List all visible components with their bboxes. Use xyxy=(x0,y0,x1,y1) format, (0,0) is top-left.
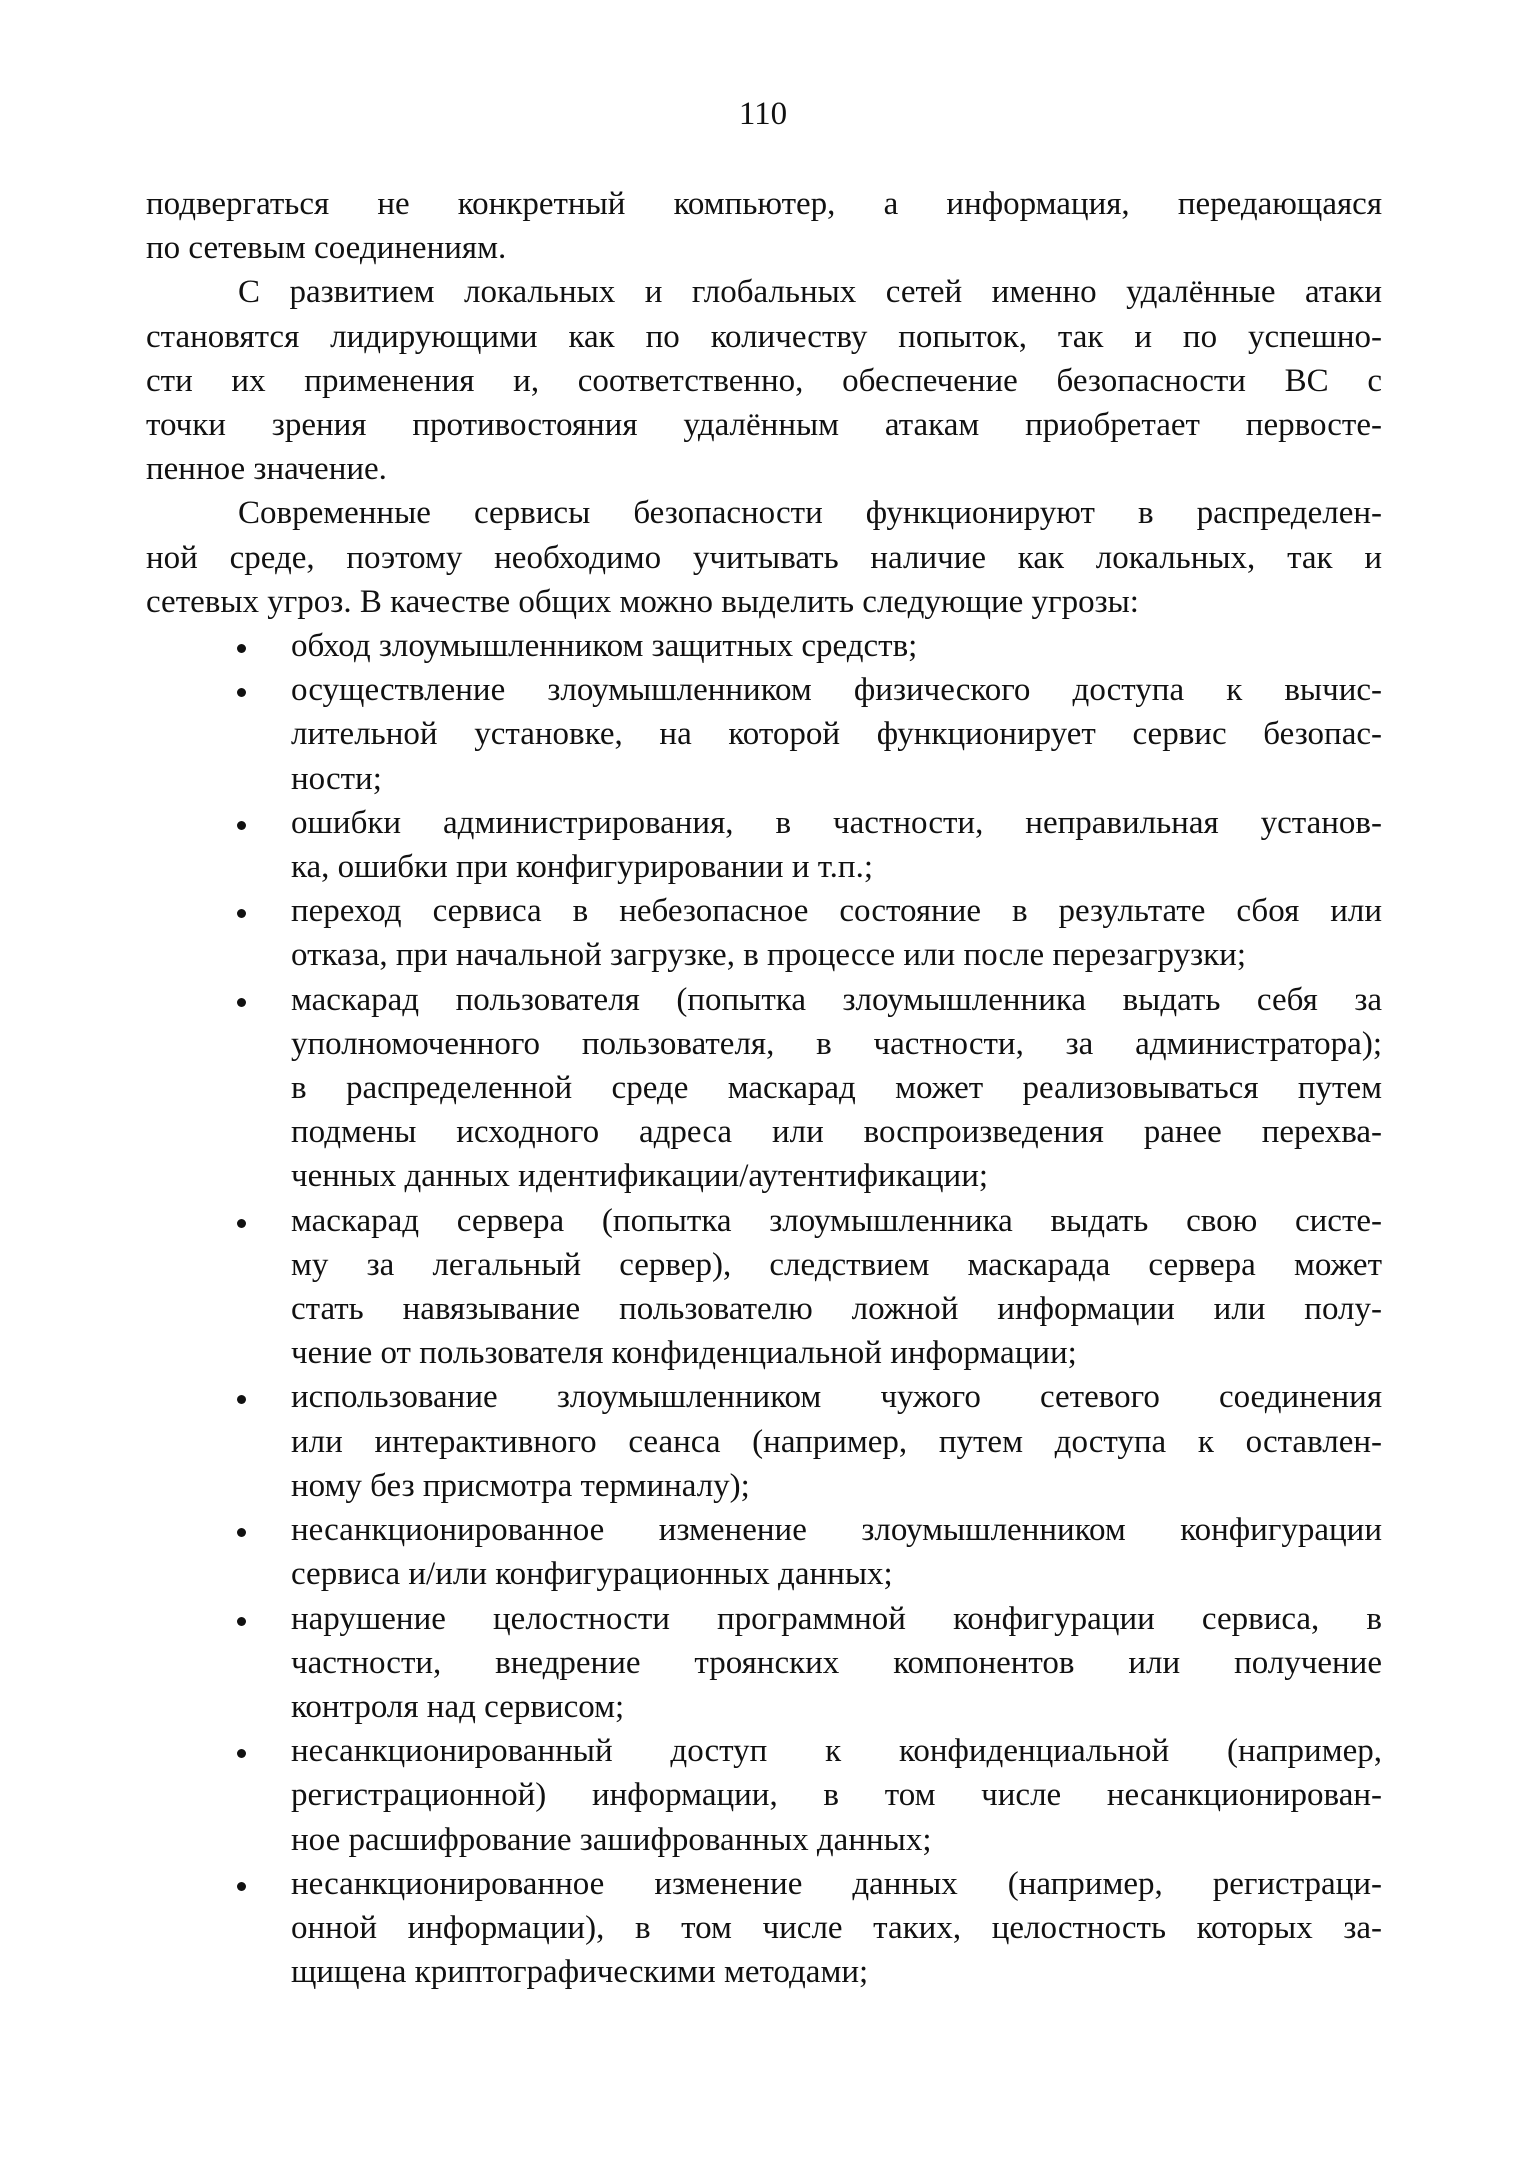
paragraph xyxy=(146,491,1382,624)
text-line: переход сервиса в небезопасное состояние в результате сбоя или xyxy=(291,893,1382,930)
threat-list-item xyxy=(146,1597,1382,1730)
text-line: подмены исходного адреса или воспроизведения ранее перехва- xyxy=(291,1114,1382,1151)
threat-list-item xyxy=(146,1508,1382,1596)
threat-list-item xyxy=(146,1199,1382,1376)
text-line: Современные сервисы безопасности функционируют в распределен- xyxy=(238,495,1382,532)
text-line: маскарад сервера (попытка злоумышленника выдать свою систе- xyxy=(291,1202,1382,1239)
text-line: маскарад пользователя (попытка злоумышленника выдать себя за xyxy=(291,981,1382,1018)
bullet-icon xyxy=(237,1597,251,1641)
text-line: ности; xyxy=(291,760,382,797)
text-line: отказа, при начальной загрузке, в процессе или после перезагрузки; xyxy=(291,937,1246,974)
page-body xyxy=(146,182,1382,1994)
threat-list-item xyxy=(146,668,1382,801)
text-line: ка, ошибки при конфигурировании и т.п.; xyxy=(291,849,874,886)
text-line: точки зрения противостояния удалённым атакам приобретает первосте- xyxy=(146,407,1382,444)
text-line: стать навязывание пользователю ложной информации или полу- xyxy=(291,1291,1382,1328)
page-number: 110 xyxy=(738,96,788,132)
threat-list-item xyxy=(146,889,1382,977)
text-line: ченных данных идентификации/аутентификации; xyxy=(291,1158,989,1195)
paragraph xyxy=(146,182,1382,270)
bullet-icon xyxy=(237,1729,251,1773)
text-line: сетевых угроз. В качестве общих можно выделить следующие угрозы: xyxy=(146,583,1139,620)
bullet-icon xyxy=(237,1375,251,1419)
bullet-icon xyxy=(237,1199,251,1243)
text-line: ное расшифрование зашифрованных данных; xyxy=(291,1821,932,1858)
threat-list-item xyxy=(146,801,1382,889)
text-line: осуществление злоумышленником физического доступа к вычис- xyxy=(291,672,1382,709)
bullet-icon xyxy=(237,1508,251,1552)
bullet-icon xyxy=(237,801,251,845)
text-line: му за легальный сервер), следствием маскарада сервера может xyxy=(291,1246,1382,1283)
text-line: по сетевым соединениям. xyxy=(146,230,507,267)
text-line: ной среде, поэтому необходимо учитывать наличие как локальных, так и xyxy=(146,539,1382,576)
text-line: контроля над сервисом; xyxy=(291,1688,625,1725)
threat-list xyxy=(146,624,1382,1994)
text-line: становятся лидирующими как по количеству попыток, так и по успешно- xyxy=(146,318,1382,355)
threat-list-item xyxy=(146,1375,1382,1508)
text-line: частности, внедрение троянских компонентов или получение xyxy=(291,1644,1382,1681)
text-line: несанкционированное изменение злоумышленником конфигурации xyxy=(291,1512,1382,1549)
text-line: пенное значение. xyxy=(146,451,387,488)
threat-list-item xyxy=(146,978,1382,1199)
text-line: ошибки администрирования, в частности, неправильная установ- xyxy=(291,804,1382,841)
bullet-icon xyxy=(237,978,251,1022)
threat-list-item xyxy=(146,624,1382,668)
paragraph xyxy=(146,270,1382,491)
text-line: в распределенной среде маскарад может реализовываться путем xyxy=(291,1070,1382,1107)
threat-list-item xyxy=(146,1862,1382,1995)
text-line: лительной установке, на которой функционирует сервис безопас- xyxy=(291,716,1382,753)
threat-list-item xyxy=(146,1729,1382,1862)
text-line: нарушение целостности программной конфигурации сервиса, в xyxy=(291,1600,1382,1637)
text-line: использование злоумышленником чужого сетевого соединения xyxy=(291,1379,1382,1416)
text-line: чение от пользователя конфиденциальной информации; xyxy=(291,1335,1077,1372)
text-line: подвергаться не конкретный компьютер, а информация, передающаяся xyxy=(146,186,1382,222)
text-line: щищена криптографическими методами; xyxy=(291,1954,869,1991)
text-line: несанкционированное изменение данных (например, регистраци- xyxy=(291,1865,1382,1902)
bullet-icon xyxy=(237,624,251,668)
bullet-icon xyxy=(237,889,251,933)
text-line: обход злоумышленником защитных средств; xyxy=(291,628,918,665)
text-line: сервиса и/или конфигурационных данных; xyxy=(291,1556,893,1593)
text-line: С развитием локальных и глобальных сетей именно удалённые атаки xyxy=(238,274,1382,311)
text-line: или интерактивного сеанса (например, путем доступа к оставлен- xyxy=(291,1423,1382,1460)
text-line: регистрационной) информации, в том числе несанкционирован- xyxy=(291,1777,1382,1814)
bullet-icon xyxy=(237,1862,251,1906)
bullet-icon xyxy=(237,668,251,712)
intro-paragraphs xyxy=(146,182,1382,624)
text-line: сти их применения и, соответственно, обеспечение безопасности ВС с xyxy=(146,362,1382,399)
text-line: онной информации), в том числе таких, целостность которых за- xyxy=(291,1909,1382,1946)
text-line: ному без присмотра терминалу); xyxy=(291,1467,750,1504)
text-line: уполномоченного пользователя, в частности, за администратора); xyxy=(291,1025,1382,1062)
text-line: несанкционированный доступ к конфиденциальной (например, xyxy=(291,1733,1382,1770)
